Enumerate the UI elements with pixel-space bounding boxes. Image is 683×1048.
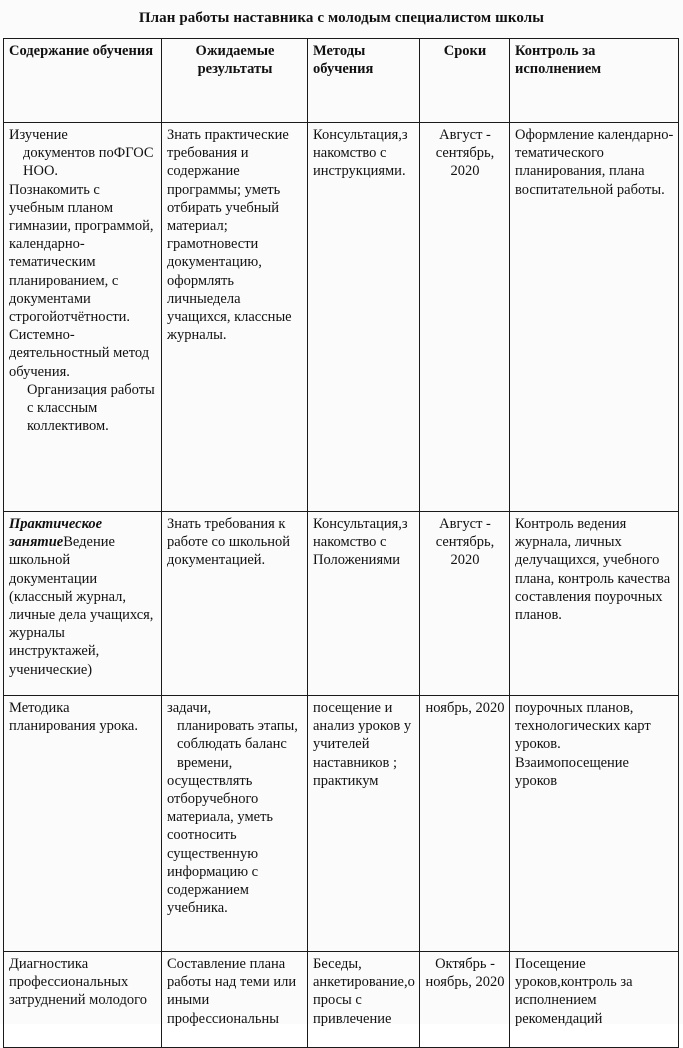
cell-terms: Октябрь - ноябрь, 2020 [420,952,510,1048]
results-line: соблюдать баланс времени, [177,736,287,771]
content-line: Изучение [9,127,68,143]
cell-content [4,123,162,512]
results-line: осуществлять отборучебного материала, уметь соотносить существенную информацию с содержанием учебника. [167,772,274,917]
cell-control: Контроль ведения журнала, личных делучащихся, учебного плана, контроль качества составления поурочных планов. [510,512,679,696]
results-line: задачи, [167,700,212,716]
table-row [4,123,679,512]
content-line: Познакомить с учебным планом гимназии, программой, календарно-тематическим планированием, с документами строгойотчётности. [9,181,154,326]
cell-methods: Беседы, анкетирование,опросы с привлечение [308,952,420,1048]
header-control: Контроль за исполнением [510,39,679,123]
content-line: документов поФГОС НОО. [23,145,154,180]
cell-content: Диагностика профессиональных затруднений молодого [4,952,162,1048]
cell-control: Посещение уроков,контроль за исполнением рекомендаций [510,952,679,1048]
cell-control: Оформление календарно-тематического планирования, плана воспитательной работы. [510,123,679,512]
cell-content [4,512,162,696]
results-line: планировать этапы, [177,718,298,735]
content-rest: Ведение школьной документации (классный журнал, личные дела учащихся, журналы инструктажей, ученические) [9,534,154,678]
cell-results: Знать практические требования и содержание программы; уметь отбирать учебный материал; грамотновести документацию, оформлять личныедела учащихся, классные журналы. [162,123,308,512]
cell-methods: Консультация,знакомство с Положениями [308,512,420,696]
table-header-row [4,39,679,123]
cell-methods: посещение и анализ уроков у учителей наставников ; практикум [308,696,420,952]
table-row [4,696,679,952]
cell-terms: Август - сентябрь, 2020 [420,123,510,512]
cell-methods: Консультация,знакомство с инструкциями. [308,123,420,512]
header-results: Ожидаемые результаты [162,39,308,123]
content-line: Системно-деятельностный метод обучения. [9,327,150,380]
cell-terms: Август - сентябрь, 2020 [420,512,510,696]
header-methods: Методы обучения [308,39,420,123]
content-lead: Практическое занятие [9,516,103,551]
cell-results: Составление плана работы над теми или иными профессиональны [162,952,308,1048]
cell-results: Знать требования к работе со школьной документацией. [162,512,308,696]
mentor-plan-table [3,38,679,1048]
header-content: Содержание обучения [4,39,162,123]
content-line: Организация работы с классным коллективом. [27,381,155,435]
document-title: План работы наставника с молодым специалистом школы [138,10,545,26]
cell-results [162,696,308,952]
cell-control: поурочных планов, технологических карт уроков. Взаимопосещение уроков [510,696,679,952]
cell-content: Методика планирования урока. [4,696,162,952]
table-row [4,512,679,696]
table-row [4,952,679,1048]
header-terms: Сроки [420,39,510,123]
cell-terms: ноябрь, 2020 [420,696,510,952]
